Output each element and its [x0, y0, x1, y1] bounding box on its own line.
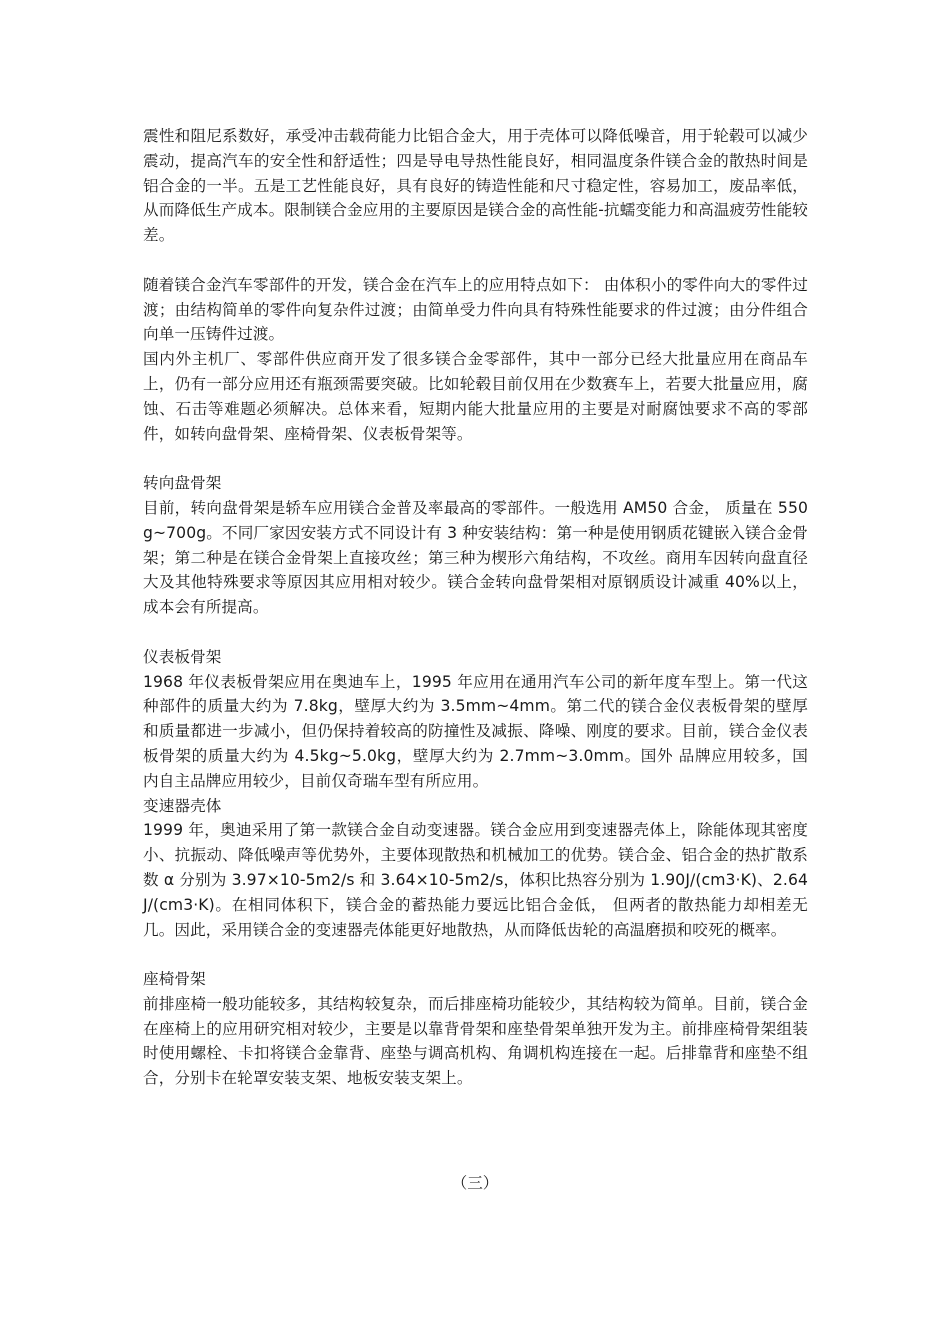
paragraph-transmission-housing: 1999 年，奥迪采用了第一款镁合金自动变速器。镁合金应用到变速器壳体上，除能体现其密度小、抗振动、降低噪声等优势外，主要体现散热和机械加工的优势。镁合金、铝合金的热扩散系数 α 分别为 3.97×10-5m2/s 和 3.64×10-5m2/s，体积比热容分别为 1.90J/(cm3·K)、2.64J/(cm3·K)。在相同体积下，镁合金的蓄热能力要远比铝合金低， 但两者的散热能力却相差无几。因此，采用镁合金的变速器壳体能更好地散热，从而降低齿轮的高温磨损和咬死的概率。 — [143, 821, 808, 939]
section-heading-steering-wheel: 转向盘骨架 — [143, 474, 222, 493]
paragraph-application-trends: 随着镁合金汽车零部件的开发，镁合金在汽车上的应用特点如下： 由体积小的零件向大的零件过渡；由结构简单的零件向复杂件过渡；由简单受力件向具有特殊性能要求的件过渡；由分件组合向单一压铸件过渡。 — [143, 275, 808, 344]
section-heading-instrument-panel: 仪表板骨架 — [143, 647, 222, 666]
paragraph-gap — [143, 248, 808, 273]
paragraph-domestic-foreign-development: 国内外主机厂、零部件供应商开发了很多镁合金零部件，其中一部分已经大批量应用在商品车上，仍有一部分应用还有瓶颈需要突破。比如轮毂目前仅用在少数赛车上，若要大批量应用，腐蚀、石击等难题必须解决。总体来看，短期内能大批量应用的主要是对耐腐蚀要求不高的零部件，如转向盘骨架、座椅骨架、仪表板骨架等。 — [143, 350, 808, 443]
paragraph-instrument-panel: 1968 年仪表板骨架应用在奥迪车上，1995 年应用在通用汽车公司的新年度车型上。第一代这种部件的质量大约为 7.8kg，壁厚大约为 3.5mm~4mm。第二代的镁合金仪表板骨架的壁厚和质量都进一步减小，但仍保持着较高的防撞性及减振、降噪、刚度的要求。目前，镁合金仪表板骨架的质量大约为 4.5kg~5.0kg，壁厚大约为 2.7mm~3.0mm。国外 品牌应用较多，国内自主品牌应用较少，目前仅奇瑞车型有所应用。 — [143, 672, 808, 790]
paragraph-gap — [143, 446, 808, 471]
paragraph-magnesium-properties: 震性和阻尼系数好，承受冲击载荷能力比铝合金大，用于壳体可以降低噪音，用于轮毂可以减少震动，提高汽车的安全性和舒适性；四是导电导热性能良好，相同温度条件镁合金的散热时间是铝合金的一半。五是工艺性能良好，具有良好的铸造性能和尺寸稳定性，容易加工，废品率低，从而降低生产成本。限制镁合金应用的主要原因是镁合金的高性能-抗蠕变能力和高温疲劳性能较差。 — [143, 127, 808, 245]
paragraph-steering-wheel: 目前，转向盘骨架是轿车应用镁合金普及率最高的零部件。一般选用 AM50 合金， 质量在 550g~700g。不同厂家因安装方式不同设计有 3 种安装结构：第一种是使用钢质花键嵌入镁合金骨架；第二种是在镁合金骨架上直接攻丝；第三种为楔形六角结构，不攻丝。商用车因转向盘直径大及其他特殊要求等原因其应用相对较少。镁合金转向盘骨架相对原钢质设计减重 40%以上，成本会有所提高。 — [143, 498, 808, 617]
paragraph-gap — [143, 620, 808, 645]
document-body — [143, 124, 808, 1091]
section-heading-seat-frame: 座椅骨架 — [143, 970, 206, 989]
paragraph-gap — [143, 942, 808, 967]
paragraph-seat-frame: 前排座椅一般功能较多，其结构较复杂，而后排座椅功能较少，其结构较为简单。目前，镁合金在座椅上的应用研究相对较少，主要是以靠背骨架和座垫骨架单独开发为主。前排座椅骨架组装时使用螺栓、卡扣将镁合金靠背、座垫与调高机构、角调机构连接在一起。后排靠背和座垫不组合，分别卡在轮罩安装支架、地板安装支架上。 — [143, 994, 808, 1088]
section-number-marker: （三） — [451, 1174, 499, 1192]
section-heading-transmission-housing: 变速器壳体 — [143, 796, 222, 815]
